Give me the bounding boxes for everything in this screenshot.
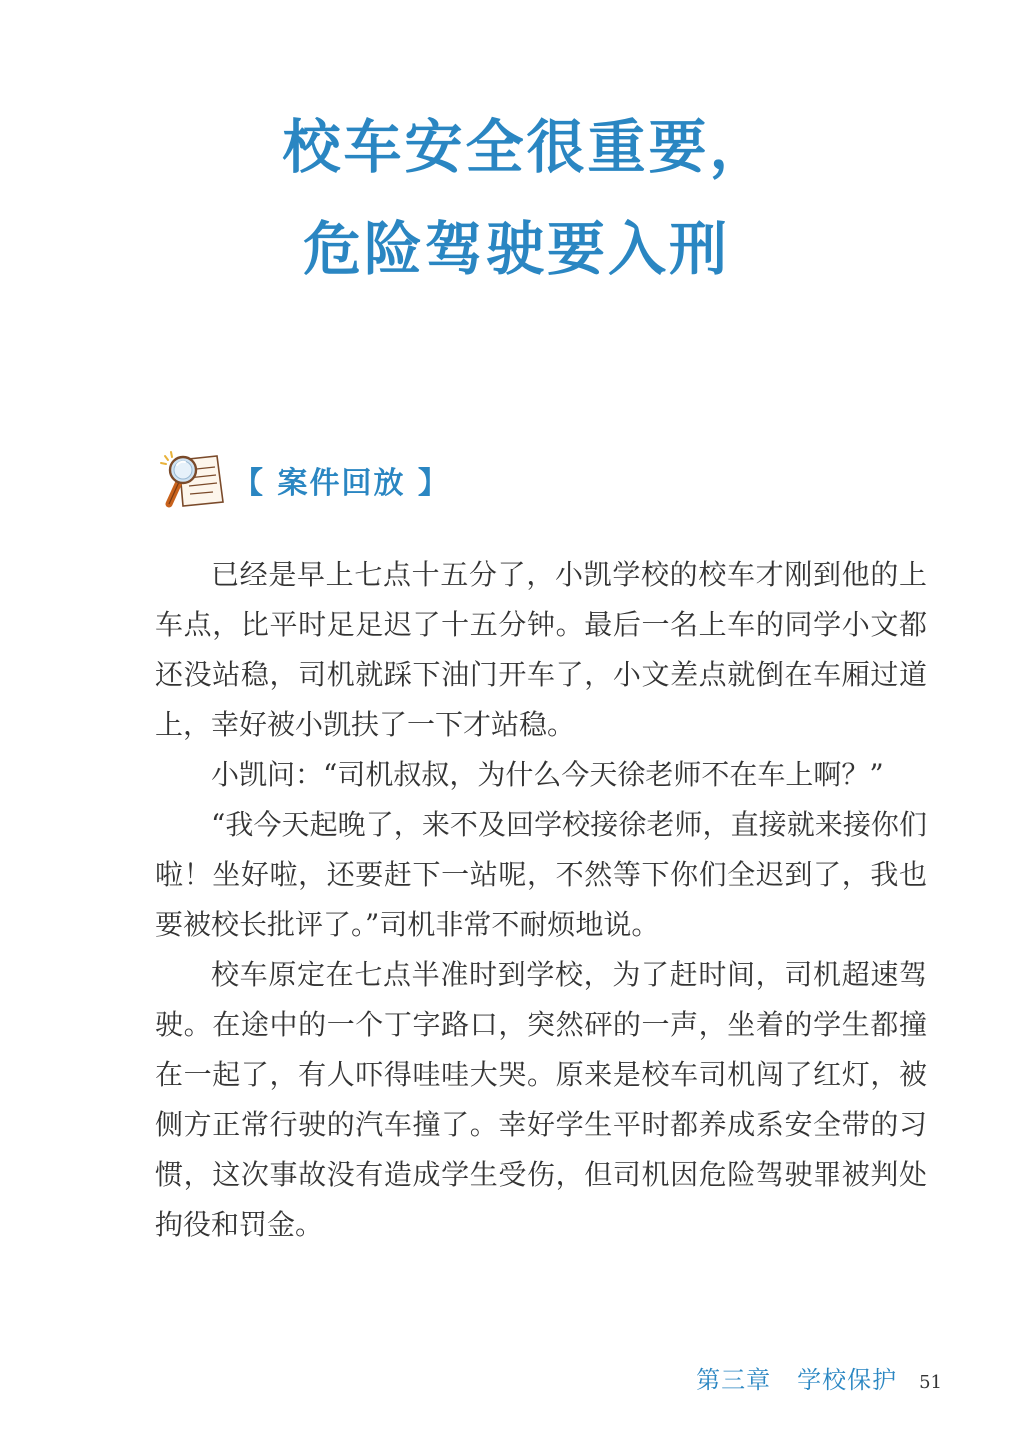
paragraph: 小凯问：“司机叔叔，为什么今天徐老师不在车上啊？” xyxy=(211,758,884,791)
paragraph: “我今天起晚了，来不及回学校接徐老师，直接就来接你们啦！坐好啦，还要赶下一站呢，不然等下你们全迟到了，我也要被校长批评了。”司机非常不耐烦地说。 xyxy=(155,808,927,941)
paragraph: 已经是早上七点十五分了，小凯学校的校车才刚到他的上车点，比平时足足迟了十五分钟。最后一名上车的同学小文都还没站稳，司机就踩下油门开车了，小文差点就倒在车厢过道上，幸好被小凯扶了一下才站稳。 xyxy=(155,558,927,741)
magnifier-document-icon xyxy=(153,448,227,512)
section-label: 【 案件回放 】 xyxy=(233,466,450,501)
paragraph: 校车原定在七点半准时到学校，为了赶时间，司机超速驾驶。在途中的一个丁字路口，突然砰的一声，坐着的学生都撞在一起了，有人吓得哇哇大哭。原来是校车司机闯了红灯，被侧方正常行驶的汽车撞了。幸好学生平时都养成系安全带的习惯，这次事故没有造成学生受伤，但司机因危险驾驶罪被判处拘役和罚金。 xyxy=(155,958,927,1241)
footer-section: 学校保护 xyxy=(797,1366,898,1394)
section-header xyxy=(153,448,450,512)
case-story xyxy=(155,550,927,1250)
page-footer xyxy=(696,1360,942,1395)
page-title-line-2: 危险驾驶要入刑 xyxy=(302,215,730,283)
page-title-line-1: 校车安全很重要， xyxy=(282,113,771,181)
footer-chapter: 第三章 xyxy=(696,1366,772,1394)
page-number: 51 xyxy=(919,1372,942,1393)
